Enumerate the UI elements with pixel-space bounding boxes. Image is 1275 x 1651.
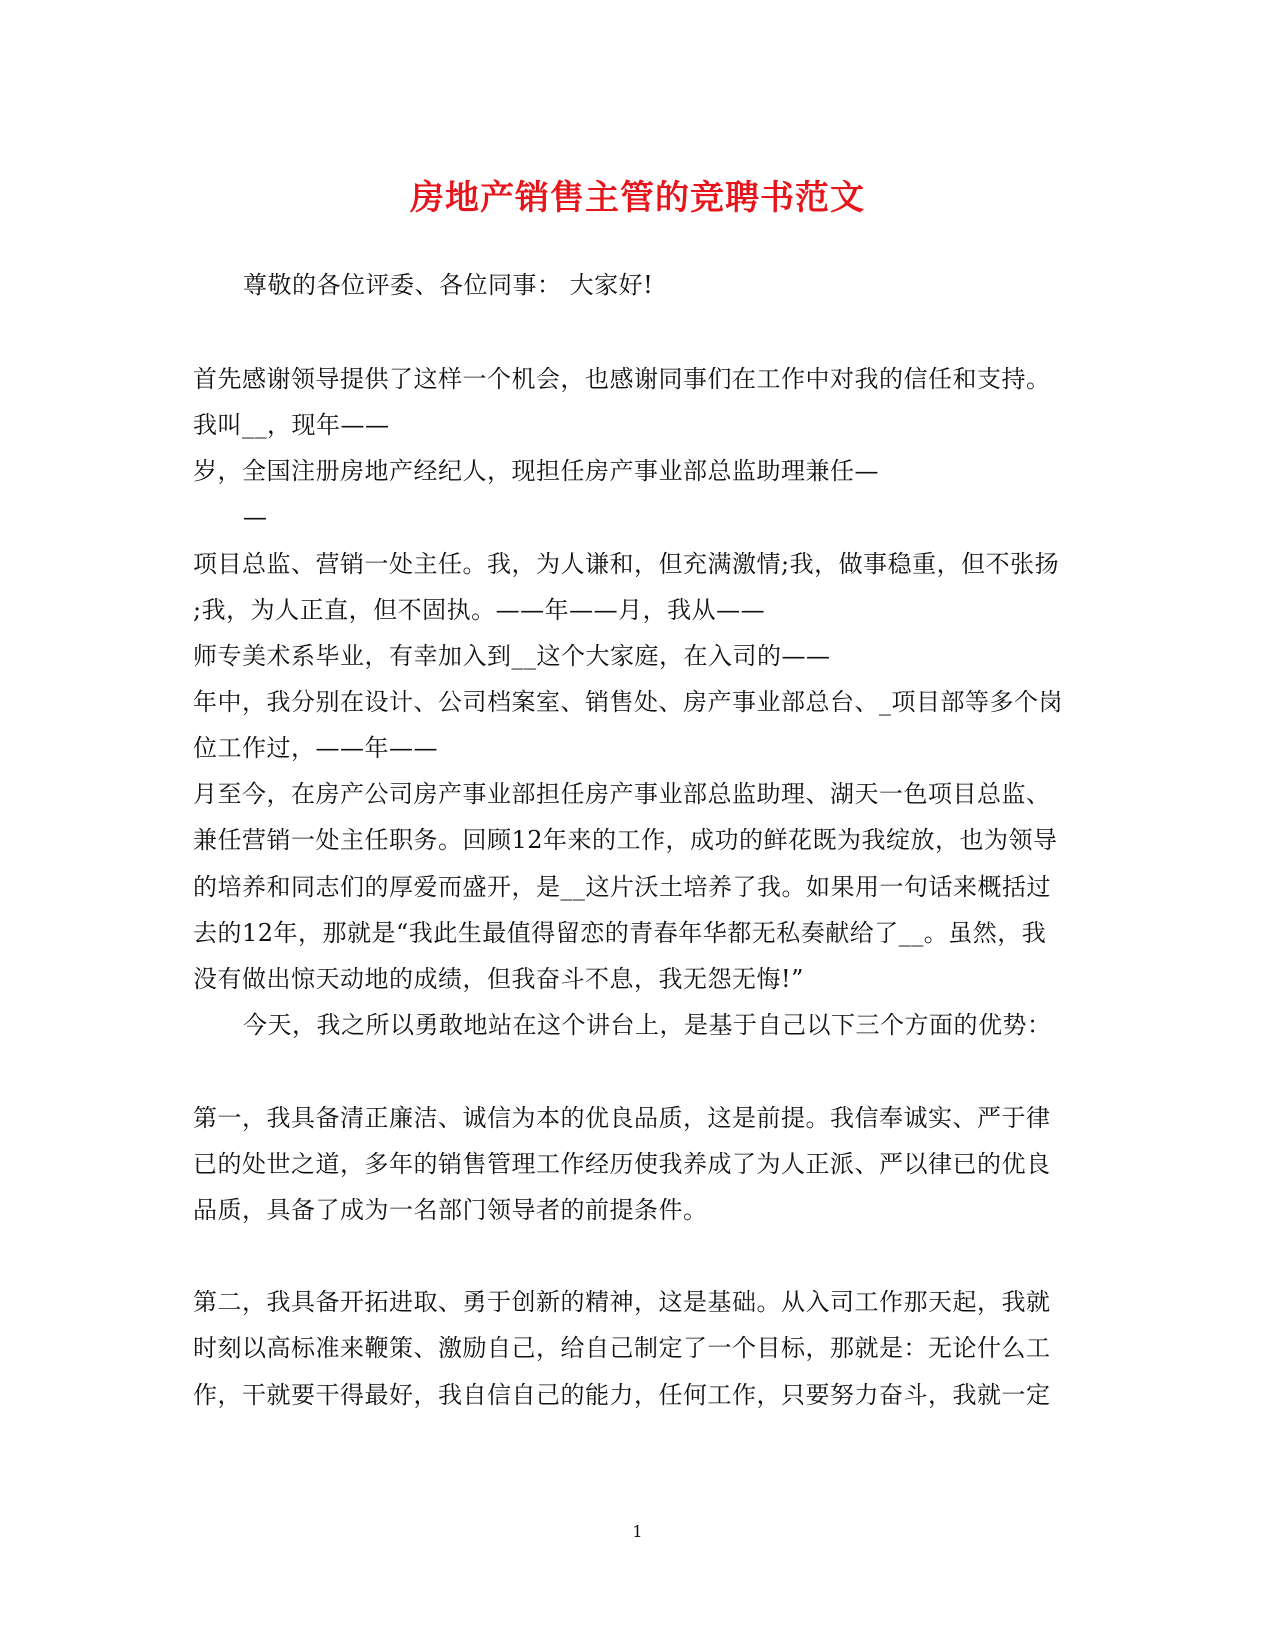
body-line: — <box>243 503 268 531</box>
body-line: 项目总监、营销一处主任。我，为人谦和，但充满激情;我，做事稳重，但不张扬 <box>193 550 1060 578</box>
body-line: 首先感谢领导提供了这样一个机会，也感谢同事们在工作中对我的信任和支持。 <box>193 365 1051 393</box>
body-line: 品质，具备了成为一名部门领导者的前提条件。 <box>193 1196 708 1224</box>
body-line: 年中，我分别在设计、公司档案室、销售处、房产事业部总台、_项目部等多个岗 <box>193 688 1063 716</box>
body-line: 已的处世之道，多年的销售管理工作经历使我养成了为人正派、严以律已的优良 <box>193 1150 1051 1178</box>
body-line: 月至今，在房产公司房产事业部担任房产事业部总监助理、湖天一色项目总监、 <box>193 780 1051 808</box>
body-line: 的培养和同志们的厚爱而盛开，是__这片沃土培养了我。如果用一句话来概括过 <box>193 873 1051 901</box>
body-line: 师专美术系毕业，有幸加入到__这个大家庭，在入司的—— <box>193 642 831 670</box>
salutation-line: 尊敬的各位评委、各位同事： 大家好! <box>243 271 654 299</box>
body-line: 今天，我之所以勇敢地站在这个讲台上，是基于自己以下三个方面的优势： <box>243 1011 1052 1039</box>
document-title: 房地产销售主管的竞聘书范文 <box>410 178 865 218</box>
body-line: 位工作过，——年—— <box>193 734 438 762</box>
body-line: ;我，为人正直，但不固执。——年——月，我从—— <box>193 596 766 624</box>
page-number: 1 <box>632 1522 643 1541</box>
body-line: 时刻以高标准来鞭策、激励自己，给自己制定了一个目标，那就是：无论什么工 <box>193 1334 1051 1362</box>
body-line: 第二，我具备开拓进取、勇于创新的精神，这是基础。从入司工作那天起，我就 <box>193 1288 1051 1316</box>
body-line: 作，干就要干得最好，我自信自己的能力，任何工作，只要努力奋斗，我就一定 <box>193 1381 1051 1409</box>
body-line: 岁，全国注册房地产经纪人，现担任房产事业部总监助理兼任— <box>193 457 879 485</box>
body-line: 去的12年，那就是“我此生最值得留恋的青春年华都无私奏献给了__。虽然，我 <box>193 919 1047 947</box>
body-line: 我叫__，现年—— <box>193 411 390 439</box>
body-line: 兼任营销一处主任职务。回顾12年来的工作，成功的鲜花既为我绽放，也为领导 <box>193 826 1058 854</box>
body-line: 第一，我具备清正廉洁、诚信为本的优良品质，这是前提。我信奉诚实、严于律 <box>193 1104 1051 1132</box>
body-line: 没有做出惊天动地的成绩，但我奋斗不息，我无怨无悔!” <box>193 965 804 993</box>
